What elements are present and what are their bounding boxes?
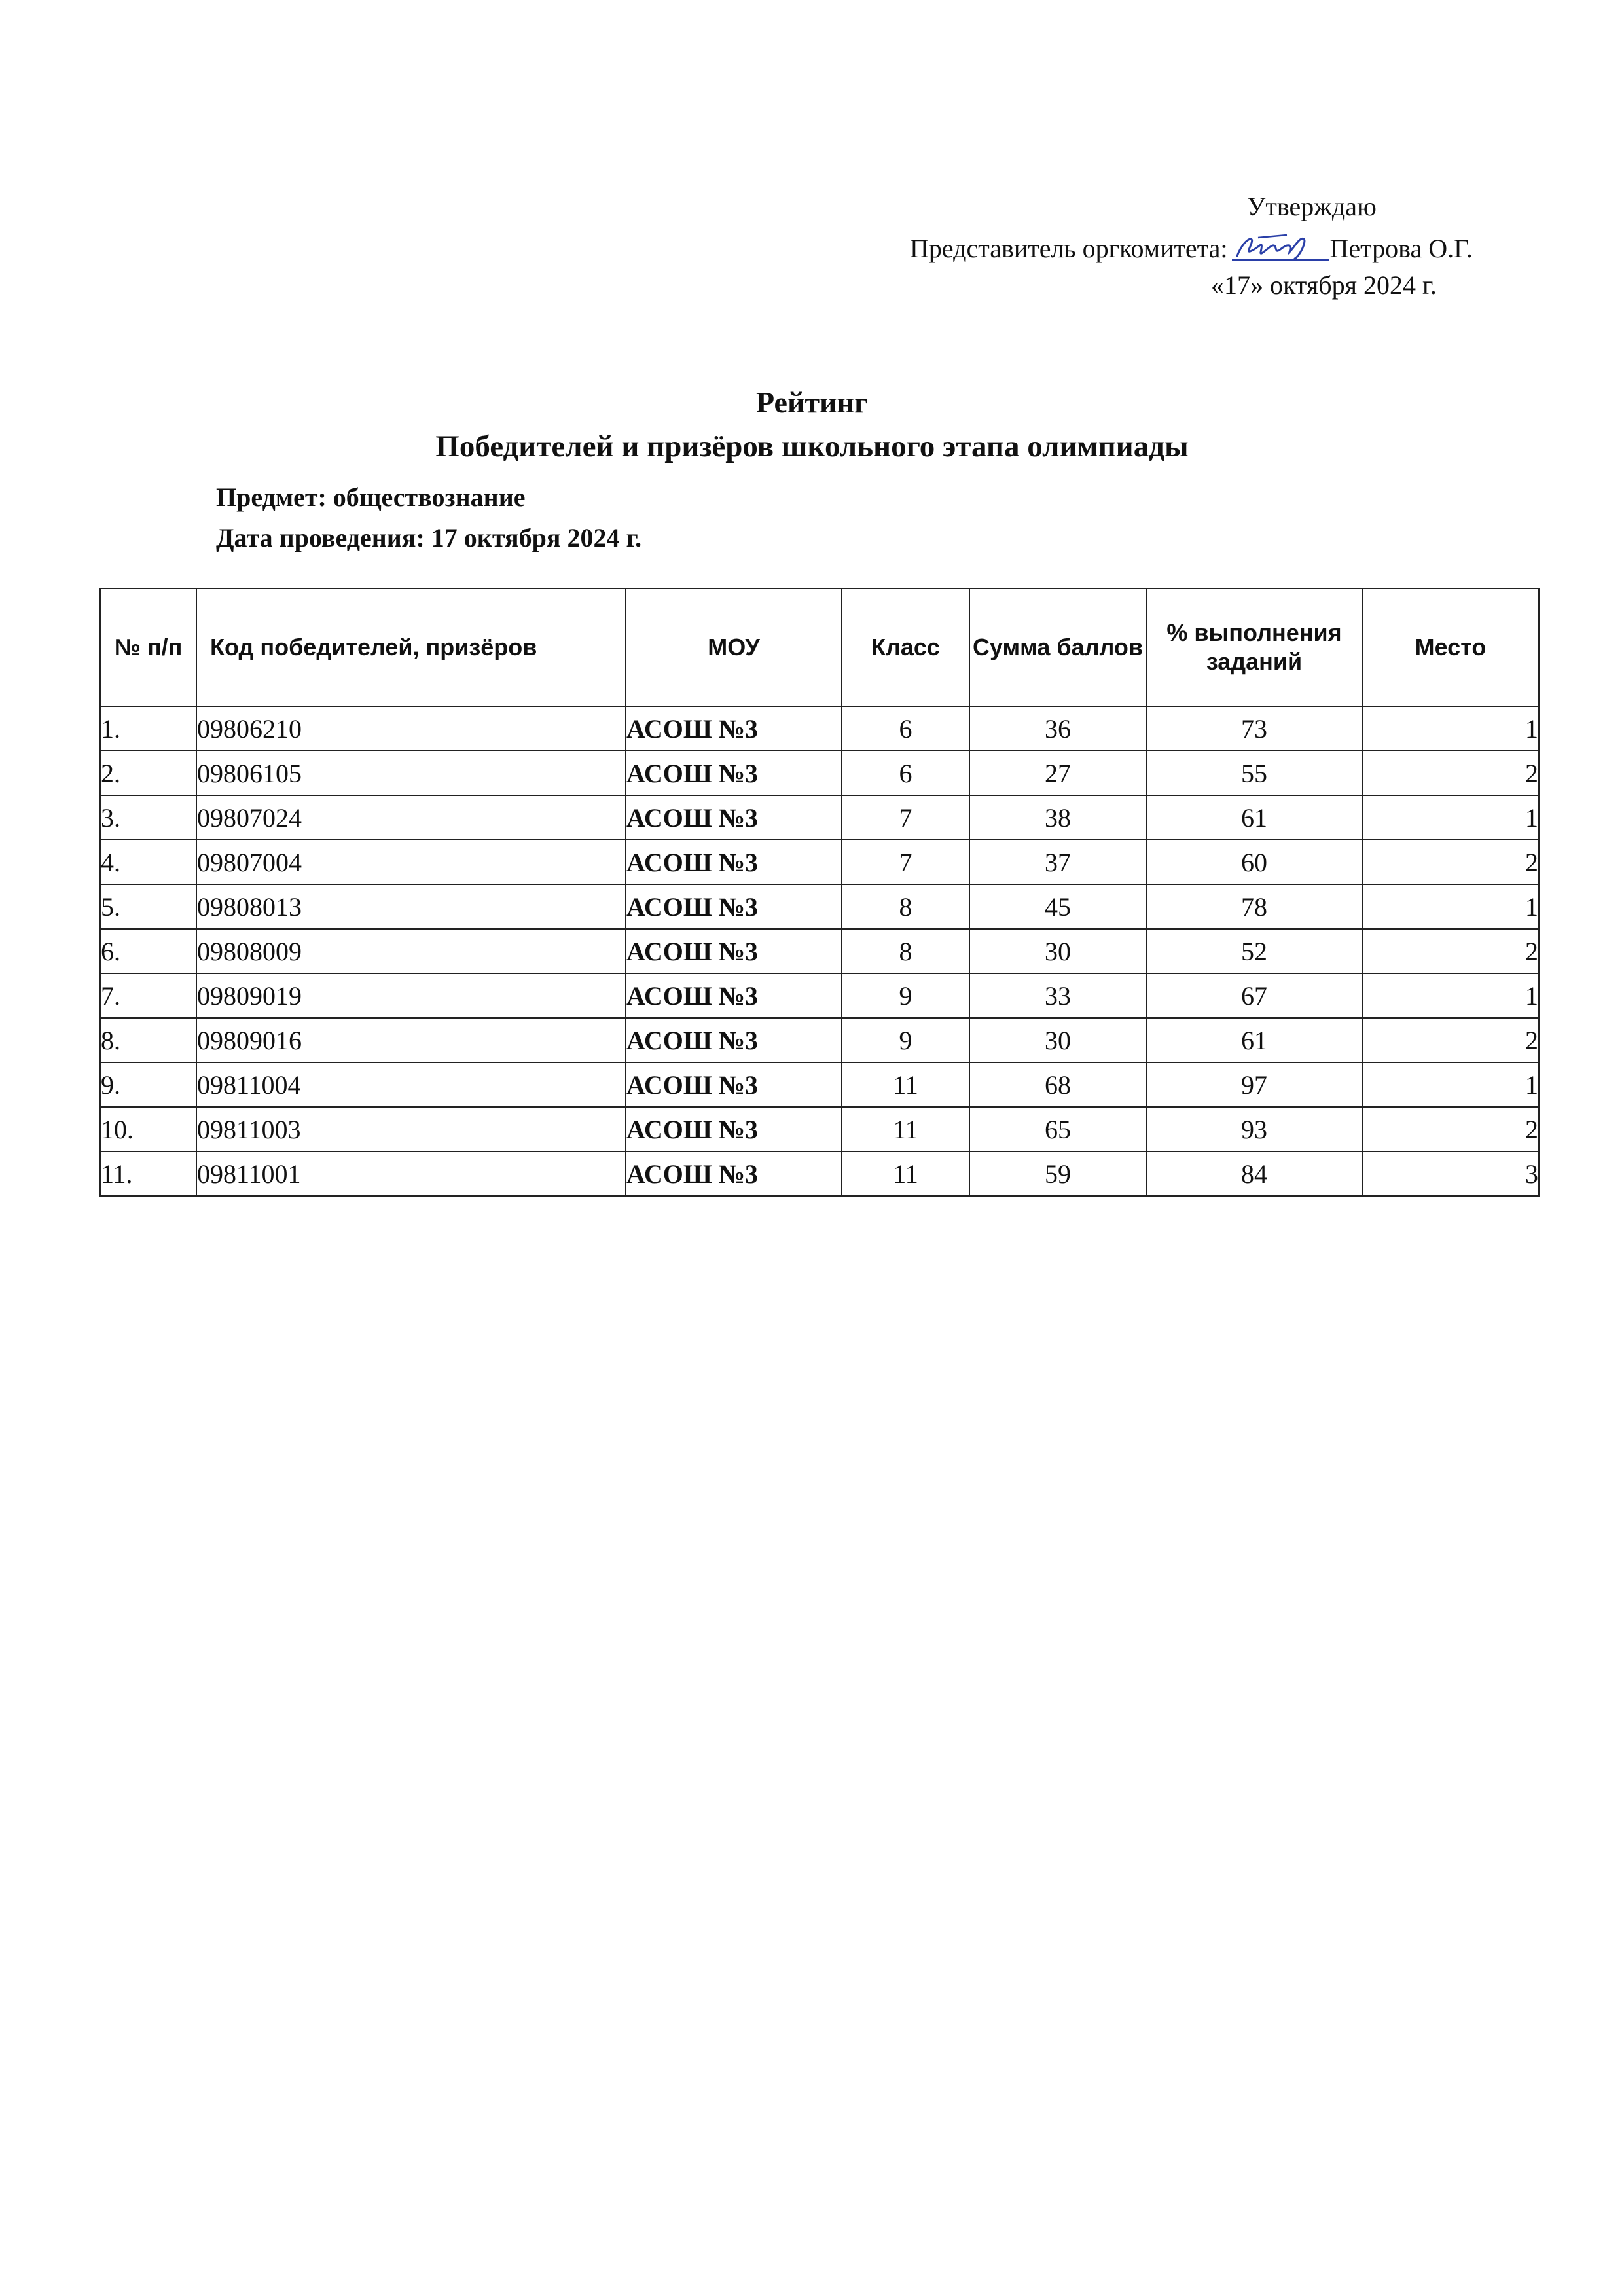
cell-school: АСОШ №3: [626, 795, 842, 840]
table-row: [100, 706, 1539, 751]
cell-code: 09811004: [196, 1062, 626, 1107]
cell-school: АСОШ №3: [626, 929, 842, 973]
cell-code: 09809019: [196, 973, 626, 1018]
cell-class: 9: [842, 1018, 969, 1062]
cell-class: 6: [842, 751, 969, 795]
header-code: Код победителей, призёров: [196, 588, 626, 706]
cell-percent: 61: [1146, 795, 1362, 840]
signatory-name: Петрова О.Г.: [1329, 234, 1473, 263]
cell-place: 2: [1362, 840, 1539, 884]
cell-percent: 67: [1146, 973, 1362, 1018]
cell-sum: 65: [969, 1107, 1146, 1151]
cell-percent: 84: [1146, 1151, 1362, 1196]
cell-school: АСОШ №3: [626, 840, 842, 884]
cell-sum: 68: [969, 1062, 1146, 1107]
table-row: [100, 840, 1539, 884]
cell-percent: 61: [1146, 1018, 1362, 1062]
approval-date: «17» октября 2024 г.: [1211, 270, 1437, 300]
cell-class: 8: [842, 929, 969, 973]
header-percent: % выполнения заданий: [1146, 588, 1362, 706]
table-row: [100, 929, 1539, 973]
cell-school: АСОШ №3: [626, 973, 842, 1018]
cell-place: 1: [1362, 1062, 1539, 1107]
cell-code: 09811001: [196, 1151, 626, 1196]
cell-place: 2: [1362, 1107, 1539, 1151]
cell-class: 6: [842, 706, 969, 751]
table-header-row: [100, 588, 1539, 706]
cell-school: АСОШ №3: [626, 1018, 842, 1062]
cell-sum: 38: [969, 795, 1146, 840]
cell-class: 7: [842, 840, 969, 884]
header-num: № п/п: [100, 588, 196, 706]
cell-num: 2.: [100, 751, 196, 795]
cell-school: АСОШ №3: [626, 706, 842, 751]
cell-sum: 37: [969, 840, 1146, 884]
cell-place: 1: [1362, 795, 1539, 840]
cell-num: 1.: [100, 706, 196, 751]
table-row: [100, 751, 1539, 795]
header-sum: Сумма баллов: [969, 588, 1146, 706]
cell-num: 6.: [100, 929, 196, 973]
representative-label: Представитель оргкомитета:: [910, 234, 1228, 263]
table-row: [100, 1062, 1539, 1107]
cell-percent: 60: [1146, 840, 1362, 884]
cell-sum: 30: [969, 929, 1146, 973]
cell-percent: 55: [1146, 751, 1362, 795]
cell-sum: 45: [969, 884, 1146, 929]
cell-num: 7.: [100, 973, 196, 1018]
cell-code: 09806105: [196, 751, 626, 795]
cell-sum: 36: [969, 706, 1146, 751]
cell-school: АСОШ №3: [626, 1062, 842, 1107]
cell-sum: 33: [969, 973, 1146, 1018]
cell-num: 3.: [100, 795, 196, 840]
cell-num: 4.: [100, 840, 196, 884]
cell-num: 9.: [100, 1062, 196, 1107]
table-row: [100, 884, 1539, 929]
approval-representative: [910, 233, 1473, 264]
cell-class: 11: [842, 1151, 969, 1196]
cell-code: 09809016: [196, 1018, 626, 1062]
handwritten-signature: [1232, 234, 1330, 262]
cell-class: 8: [842, 884, 969, 929]
header-school: МОУ: [626, 588, 842, 706]
cell-place: 2: [1362, 751, 1539, 795]
cell-class: 7: [842, 795, 969, 840]
cell-place: 3: [1362, 1151, 1539, 1196]
cell-percent: 97: [1146, 1062, 1362, 1107]
subject-line: Предмет: обществознание: [216, 482, 526, 512]
cell-code: 09808009: [196, 929, 626, 973]
cell-code: 09806210: [196, 706, 626, 751]
table-row: [100, 795, 1539, 840]
table-row: [100, 1151, 1539, 1196]
table-row: [100, 1018, 1539, 1062]
cell-percent: 93: [1146, 1107, 1362, 1151]
cell-school: АСОШ №3: [626, 1151, 842, 1196]
table-row: [100, 973, 1539, 1018]
cell-school: АСОШ №3: [626, 884, 842, 929]
cell-code: 09807024: [196, 795, 626, 840]
document-subtitle: Победителей и призёров школьного этапа олимпиады: [435, 429, 1189, 463]
cell-sum: 30: [969, 1018, 1146, 1062]
document-title: Рейтинг: [756, 386, 868, 419]
cell-school: АСОШ №3: [626, 751, 842, 795]
cell-sum: 27: [969, 751, 1146, 795]
cell-place: 2: [1362, 929, 1539, 973]
cell-code: 09807004: [196, 840, 626, 884]
cell-percent: 52: [1146, 929, 1362, 973]
cell-code: 09808013: [196, 884, 626, 929]
cell-place: 2: [1362, 1018, 1539, 1062]
cell-num: 8.: [100, 1018, 196, 1062]
cell-place: 1: [1362, 973, 1539, 1018]
cell-class: 11: [842, 1107, 969, 1151]
cell-place: 1: [1362, 884, 1539, 929]
table-row: [100, 1107, 1539, 1151]
cell-place: 1: [1362, 706, 1539, 751]
cell-num: 10.: [100, 1107, 196, 1151]
cell-percent: 78: [1146, 884, 1362, 929]
approval-title: Утверждаю: [1247, 192, 1377, 221]
header-class: Класс: [842, 588, 969, 706]
cell-class: 11: [842, 1062, 969, 1107]
cell-percent: 73: [1146, 706, 1362, 751]
cell-class: 9: [842, 973, 969, 1018]
header-place: Место: [1362, 588, 1539, 706]
cell-num: 5.: [100, 884, 196, 929]
cell-code: 09811003: [196, 1107, 626, 1151]
cell-school: АСОШ №3: [626, 1107, 842, 1151]
exam-date-line: Дата проведения: 17 октября 2024 г.: [216, 523, 642, 552]
cell-num: 11.: [100, 1151, 196, 1196]
rating-table: [99, 588, 1540, 1197]
cell-sum: 59: [969, 1151, 1146, 1196]
